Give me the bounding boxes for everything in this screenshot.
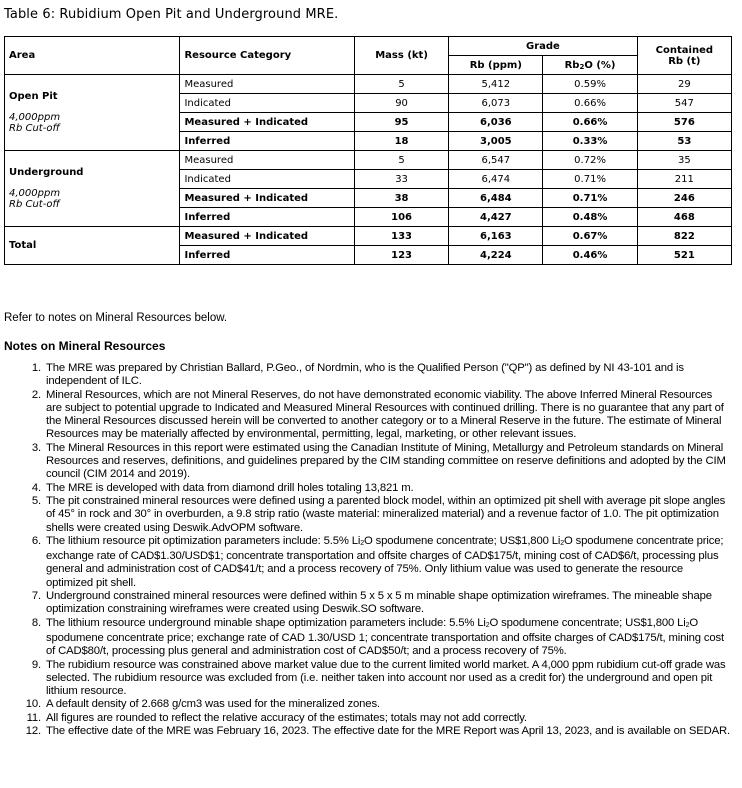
rb-ppm-cell: 4,427 — [449, 208, 543, 227]
rb2o-pct-cell: 0.67% — [543, 227, 637, 246]
mass-cell: 133 — [354, 227, 448, 246]
rb-ppm-cell: 6,474 — [449, 170, 543, 189]
refer-notes-text: Refer to notes on Mineral Resources below. — [4, 312, 228, 324]
rb2o-pct-cell: 0.59% — [543, 75, 637, 94]
note-item: 6. The lithium resource pit optimization parameters include: 5.5% $Li_2O$ spodumene concentrate; US$1,800 $Li_2O$ spodumene concentrate price; exchange rate of CAD$1.30/USD$1; concentrate transportation and offsite charges of CAD$175/t, mining cost of CAD$6/t, processing plus general and administration cost of CAD$41/t; and a process recovery of 75%. Only lithium value was used to generate the resource optimized pit shell. — [44, 535, 730, 590]
note-item: 4. The MRE is developed with data from diamond drill holes totaling 13,821 m. — [44, 482, 730, 495]
table-body — [5, 75, 732, 265]
rb2o-pct-cell: 0.46% — [543, 246, 637, 265]
note-item: 1. The MRE was prepared by Christian Ballard, P.Geo., of Nordmin, who is the Qualified Person ("QP") as defined by NI 43-101 and is independent of ILC. — [44, 362, 730, 389]
rb-ppm-cell: 6,163 — [449, 227, 543, 246]
note-item: 8. The lithium resource underground minable shape optimization parameters include: 5.5% $Li_2O$ spodumene concentrate; US$1,800 $Li_2O$ spodumene concentrate price; exchange rate of CAD 1.30/USD 1; concentrate transportation and offsite charges of CAD$175/t, mining cost of CAD$80/t, processing plus general and administration cost of CAD$50/t; and a process recovery of 75%. — [44, 617, 730, 659]
resource-category-cell: Indicated — [180, 170, 354, 189]
table-caption: Table 6: Rubidium Open Pit and Underground MRE. — [4, 7, 339, 22]
area-name: Open Pit — [9, 91, 58, 102]
resource-category-cell: Inferred — [180, 246, 354, 265]
contained-rb-cell: 576 — [637, 113, 731, 132]
contained-rb-cell: 547 — [637, 94, 731, 113]
mass-cell: 123 — [354, 246, 448, 265]
contained-rb-cell: 246 — [637, 189, 731, 208]
rb-ppm-cell: 6,036 — [449, 113, 543, 132]
mass-cell: 38 — [354, 189, 448, 208]
note-item: 3. The Mineral Resources in this report were estimated using the Canadian Institute of Mining, Metallurgy and Petroleum standards on Mineral Resources and reserves, definitions, and guidelines prepared by the CIM standing committee on reserve definitions and adopted by the CIM council (CIM 2014 and 2019). — [44, 442, 730, 482]
resource-category-cell: Measured — [180, 75, 354, 94]
area-cell — [5, 75, 180, 151]
header-mass: Mass (kt) — [354, 37, 448, 75]
header-resource-category: Resource Category — [180, 37, 354, 75]
header-area: Area — [5, 37, 180, 75]
rb2o-pct-cell: 0.72% — [543, 151, 637, 170]
area-name: Total — [9, 240, 37, 251]
contained-rb-cell: 468 — [637, 208, 731, 227]
rb2o-pct-cell: 0.71% — [543, 189, 637, 208]
mass-cell: 5 — [354, 151, 448, 170]
rb-ppm-cell: 5,412 — [449, 75, 543, 94]
area-name: Underground — [9, 167, 84, 178]
rb2o-pct-cell: 0.48% — [543, 208, 637, 227]
header-rb2o-pct: $Rb_2O$ (%) — [543, 56, 637, 75]
header-contained-rb: Contained Rb (t) — [637, 37, 731, 75]
contained-rb-cell: 29 — [637, 75, 731, 94]
contained-rb-cell: 35 — [637, 151, 731, 170]
table-row — [5, 75, 732, 94]
resource-category-cell: Inferred — [180, 132, 354, 151]
contained-rb-cell: 211 — [637, 170, 731, 189]
resource-category-cell: Measured + Indicated — [180, 113, 354, 132]
resource-category-cell: Measured + Indicated — [180, 227, 354, 246]
note-item: 9. The rubidium resource was constrained above market value due to the current limited world market. A 4,000 ppm rubidium cut-off grade was selected. The rubidium resource was excluded from (i.e. neither taken into account nor used as a credit for) the underground and open pit lithium resource. — [44, 659, 730, 699]
note-item: 12. The effective date of the MRE was February 16, 2023. The effective date for the MRE Report was April 13, 2023, and is available on SEDAR. — [44, 725, 730, 738]
table-row — [5, 151, 732, 170]
cutoff-note: 4,000ppm Rb Cut-off — [9, 112, 61, 134]
contained-rb-cell: 822 — [637, 227, 731, 246]
rb-ppm-cell: 3,005 — [449, 132, 543, 151]
mass-cell: 95 — [354, 113, 448, 132]
note-item: 10. A default density of 2.668 g/cm3 was used for the mineralized zones. — [44, 698, 730, 711]
notes-heading: Notes on Mineral Resources — [4, 339, 166, 353]
table-row — [5, 227, 732, 246]
header-rb-ppm: Rb (ppm) — [449, 56, 543, 75]
note-item: 11. All figures are rounded to reflect the relative accuracy of the estimates; totals may not add correctly. — [44, 712, 730, 725]
rb2o-pct-cell: 0.71% — [543, 170, 637, 189]
rb-ppm-cell: 6,547 — [449, 151, 543, 170]
rb2o-pct-cell: 0.33% — [543, 132, 637, 151]
contained-rb-cell: 521 — [637, 246, 731, 265]
rb2o-pct-cell: 0.66% — [543, 113, 637, 132]
note-item: 2. Mineral Resources, which are not Mineral Reserves, do not have demonstrated economic viability. The above Inferred Mineral Resources are subject to potential upgrade to Indicated and Measured Mineral Resources with continued drilling. There is no guarantee that any part of the Mineral Resources discussed herein will be converted to another category or to a Mineral Reserve in the future. The estimate of Mineral Resources may be materially affected by environmental, permitting, legal, marketing, or other relevant issues. — [44, 389, 730, 442]
rb-ppm-cell: 6,484 — [449, 189, 543, 208]
resource-category-cell: Indicated — [180, 94, 354, 113]
note-item: 5. The pit constrained mineral resources were defined using a parented block model, within an optimized pit shell with average pit slope angles of 45° in rock and 30° in overburden, a 9.8 strip ratio (waste material: mineralized material) and a revenue factor of 1.0. The pit optimization shells were created using Deswik.AdvOPM software. — [44, 495, 730, 535]
area-cell — [5, 151, 180, 227]
resource-category-cell: Measured + Indicated — [180, 189, 354, 208]
rb-ppm-cell: 6,073 — [449, 94, 543, 113]
contained-rb-cell: 53 — [637, 132, 731, 151]
rb2o-pct-cell: 0.66% — [543, 94, 637, 113]
note-item: 7. Underground constrained mineral resources were defined within 5 x 5 x 5 m minable shape optimization wireframes. The mineable shape optimization constraining wireframes were created using Deswik.SO software. — [44, 590, 730, 617]
resource-category-cell: Inferred — [180, 208, 354, 227]
mass-cell: 18 — [354, 132, 448, 151]
rb-ppm-cell: 4,224 — [449, 246, 543, 265]
cutoff-note: 4,000ppm Rb Cut-off — [9, 188, 61, 210]
notes-list — [0, 362, 730, 738]
mass-cell: 33 — [354, 170, 448, 189]
rubidium-mre-table — [4, 36, 732, 265]
header-grade: Grade — [449, 37, 638, 56]
mass-cell: 5 — [354, 75, 448, 94]
mass-cell: 106 — [354, 208, 448, 227]
resource-category-cell: Measured — [180, 151, 354, 170]
mass-cell: 90 — [354, 94, 448, 113]
area-cell — [5, 227, 180, 265]
